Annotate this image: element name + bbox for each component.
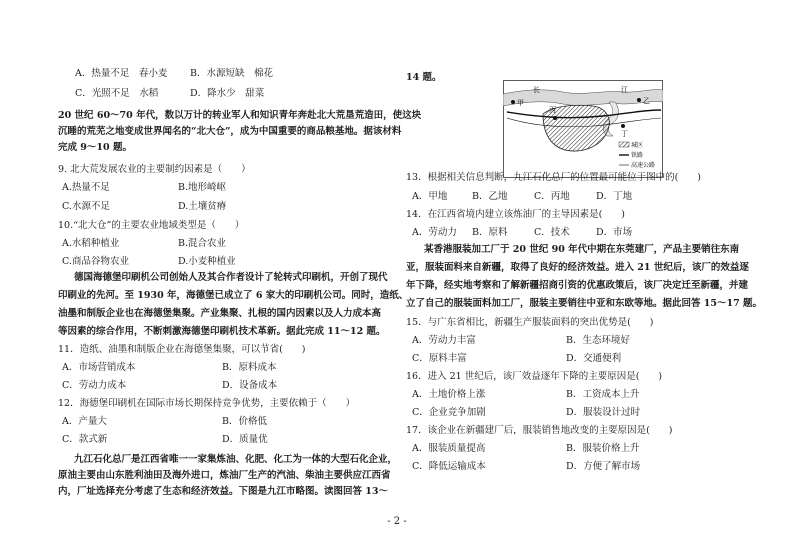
legend-urban-swatch <box>619 142 629 147</box>
passage3-line-3: 内，厂址选择充分考虑了生态和经济效益。下图是九江市略图。读图回答 13～ <box>58 486 389 497</box>
legend-railway: 铁路 <box>631 152 644 159</box>
label-ding: 丁 <box>621 130 628 138</box>
q13-stem: 13．根据相关信息判断，九江石化总厂的位置最可能位于图中的( ) <box>406 172 702 183</box>
q15-option-a: A．劳动力丰富 <box>412 335 476 346</box>
passage4-line-2: 亚，服装面料来自新疆，取得了良好的经济效益。进入 21 世纪后，该厂的效益逐 <box>406 262 749 273</box>
q15-option-b: B．生态环境好 <box>566 335 630 346</box>
q11-option-c: C．劳动力成本 <box>62 380 127 391</box>
passage2-line-3: 油墨和制版企业也在海德堡集聚。产业集聚、扎根的国内因素以及人力成本高 <box>58 308 382 319</box>
q14-option-a: A．劳动力 <box>412 227 457 238</box>
q15-stem: 15．与广东省相比，新疆生产服装面料的突出优势是( ) <box>406 317 654 328</box>
q17-option-a: A．服装质量提高 <box>412 443 486 454</box>
label-chang: 长 <box>533 86 540 94</box>
q9-option-d: D.土壤贫瘠 <box>178 201 227 212</box>
passage4-line-4: 立了自己的服装面料加工厂，服装主要销往中亚和东欧等地。据此回答 15～17 题。 <box>406 298 763 309</box>
legend-expressway: 高速公路 <box>631 162 656 169</box>
label-yi: 乙 <box>643 97 650 105</box>
point-bing <box>553 116 557 120</box>
q16-stem: 16．进入 21 世纪后，该厂效益逐年下降的主要原因是( ) <box>406 371 663 382</box>
q17-option-d: D．方便了解市场 <box>566 461 641 472</box>
passage3-line-2: 原油主要由山东胜利油田及海外进口，炼油厂生产的汽油、柴油主要供应江西省 <box>58 470 391 481</box>
passage4-line-1: 某香港服装加工厂于 20 世纪 90 年代中期在东莞建厂，产品主要销往东南 <box>424 244 740 255</box>
page-number: - 2 - <box>387 516 407 527</box>
q12-option-b: B．价格低 <box>222 416 267 427</box>
q8-option-d: D．降水少 甜菜 <box>190 88 265 99</box>
point-jia <box>511 100 515 104</box>
q17-option-b: B．服装价格上升 <box>566 443 640 454</box>
q8-option-c: C．光照不足 水稻 <box>75 88 159 99</box>
q11-option-b: B．原料成本 <box>222 362 277 373</box>
passage4-line-3: 年下降，经实地考察和了解新疆招商引资的优惠政策后，该厂决定迁至新疆，并建 <box>406 280 749 291</box>
q8-option-a: A．热量不足 春小麦 <box>75 68 168 79</box>
q15-option-d: D．交通便利 <box>566 353 622 364</box>
point-ding <box>621 124 625 128</box>
legend-urban: 城区 <box>631 142 644 149</box>
q14-stem: 14．在江西省境内建立该炼油厂的主导因素是( ) <box>406 209 626 220</box>
q11-stem: 11．造纸、油墨和制版企业在海德堡集聚，可以节省( ) <box>58 344 306 355</box>
jiujiang-map <box>503 80 663 178</box>
passage1-line-3: 完成 9～10 题。 <box>58 142 132 153</box>
passage1-line-2: 沉睡的荒芜之地变成世界闻名的“北大仓”，成为中国重要的商品粮基地。据该材料 <box>58 126 402 137</box>
q14-option-b: B．原料 <box>472 227 508 238</box>
q14-option-c: C．技术 <box>534 227 570 238</box>
passage2-line-2: 印刷业的先河。至 1930 年，海德堡已成立了 6 家大的印刷机公司。同时，造纸、 <box>58 290 409 301</box>
q12-stem: 12．海德堡印刷机在国际市场长期保持竞争优势，主要依赖于（ ） <box>58 398 356 409</box>
q13-option-d: D．丁地 <box>596 191 633 202</box>
q14-option-d: D．市场 <box>596 227 633 238</box>
q9-stem: 9. 北大荒发展农业的主要制约因素是（ ） <box>58 164 251 175</box>
label-jiang: 江 <box>621 86 628 94</box>
q13-option-a: A．甲地 <box>412 191 448 202</box>
q11-option-d: D．设备成本 <box>222 380 278 391</box>
q17-stem: 17．该企业在新疆建厂后，服装销售地改变的主要原因是( ) <box>406 425 673 436</box>
q10-option-a: A.水稻种植业 <box>62 238 120 249</box>
q16-option-a: A．土地价格上涨 <box>412 389 486 400</box>
q12-option-a: A．产量大 <box>62 416 107 427</box>
q13-option-c: C．丙地 <box>534 191 570 202</box>
q10-stem: 10.“北大仓”的主要农业地域类型是（ ） <box>58 220 245 231</box>
q17-option-c: C．降低运输成本 <box>412 461 486 472</box>
q16-option-b: B．工资成本上升 <box>566 389 640 400</box>
q15-option-c: C．原料丰富 <box>412 353 467 364</box>
q13-option-b: B．乙地 <box>472 191 508 202</box>
label-jia: 甲 <box>517 99 524 107</box>
q9-option-b: B.地形崎岖 <box>178 182 227 193</box>
q12-option-c: C．款式新 <box>62 434 108 445</box>
passage3-line-1: 九江石化总厂是江西省唯一一家集炼油、化肥、化工为一体的大型石化企业， <box>74 454 398 465</box>
q12-option-d: D．质量优 <box>222 434 268 445</box>
q9-option-a: A.热量不足 <box>62 182 110 193</box>
passage3-continuation: 14 题。 <box>406 72 442 83</box>
q8-option-b: B．水源短缺 棉花 <box>190 68 273 79</box>
passage2-line-4: 等因素的综合作用，不断刺激海德堡印刷机技术革新。据此完成 11～12 题。 <box>58 326 386 337</box>
passage2-line-1: 德国海德堡印刷机公司创始人及其合作者设计了轮转式印刷机，开创了现代 <box>74 272 388 283</box>
q16-option-d: D．服装设计过时 <box>566 407 641 418</box>
point-yi <box>637 98 641 102</box>
q10-option-b: B.混合农业 <box>178 238 227 249</box>
q9-option-c: C.水源不足 <box>62 201 110 212</box>
q10-option-c: C.商品谷物农业 <box>62 256 129 267</box>
q16-option-c: C．企业竞争加剧 <box>412 407 486 418</box>
label-bing: 丙 <box>549 106 556 114</box>
passage1-line-1: 20 世纪 60～70 年代，数以万计的转业军人和知识青年奔赴北大荒垦荒造田，使这块 <box>58 110 422 121</box>
q10-option-d: D.小麦种植业 <box>178 256 236 267</box>
q11-option-a: A．市场营销成本 <box>62 362 136 373</box>
